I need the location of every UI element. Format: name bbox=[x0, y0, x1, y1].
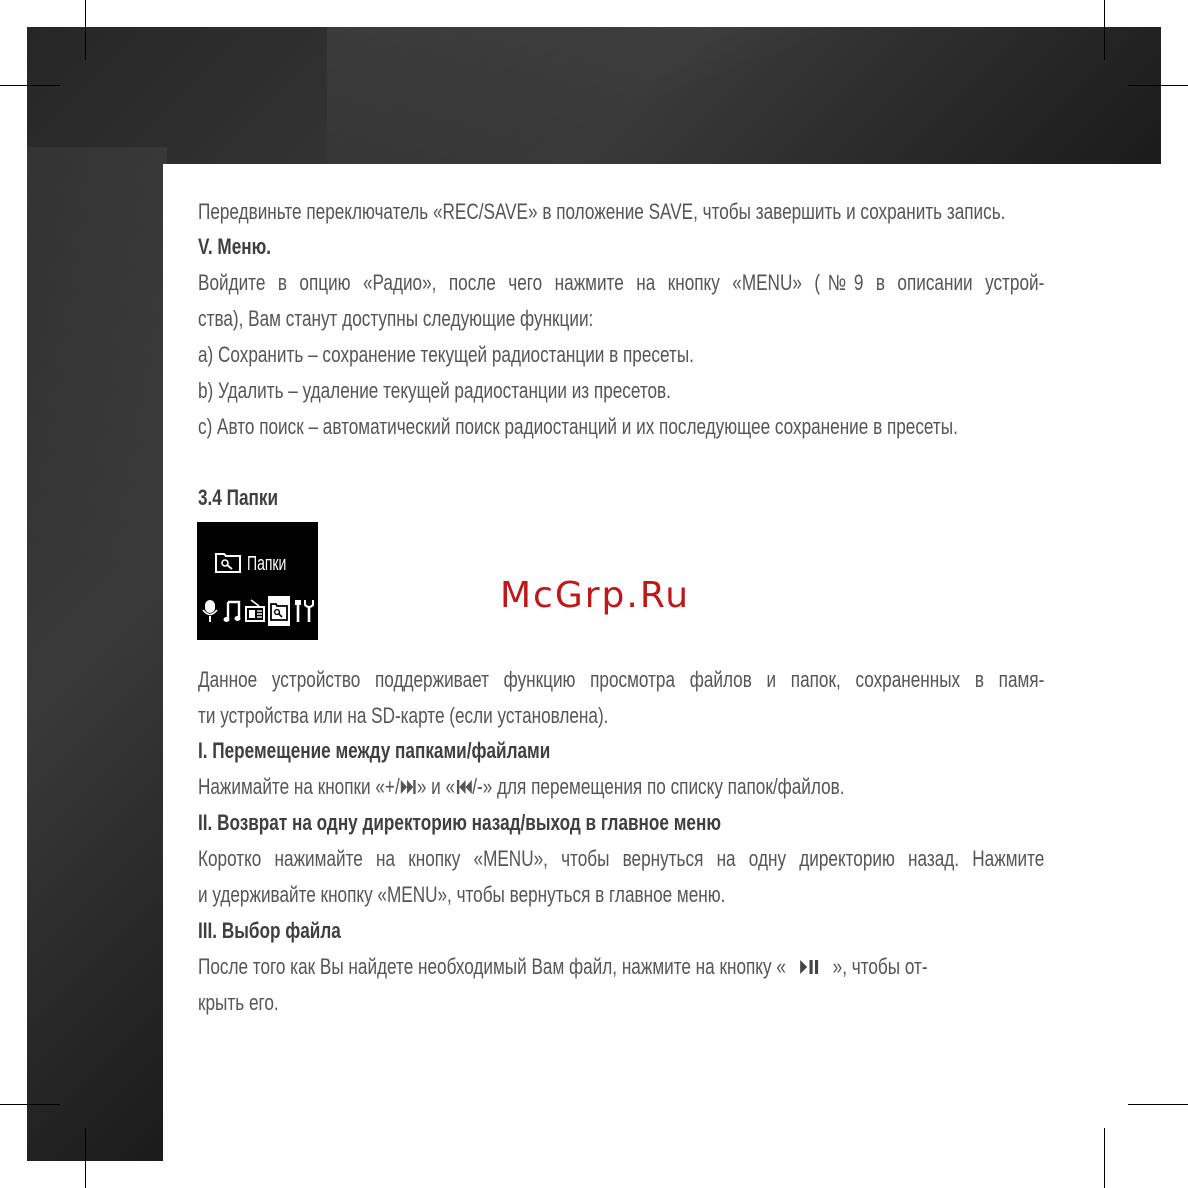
paragraph-line: ства), Вам станут доступны следующие функции: bbox=[198, 306, 594, 331]
screen-label: Папки bbox=[247, 553, 287, 575]
screen-title-area bbox=[197, 522, 318, 589]
music-note-icon bbox=[223, 599, 241, 628]
radio-icon bbox=[245, 599, 265, 628]
paragraph-line: Войдите в опцию «Радио», после чего нажмите на кнопку «MENU» (№9 в описании устрой- bbox=[198, 270, 1045, 295]
paragraph-line: ти устройства или на SD-карте (если установлена). bbox=[198, 703, 609, 728]
frame-shading bbox=[27, 147, 167, 747]
paragraph-line: Передвиньте переключатель «REC/SAVE» в положение SAVE, чтобы завершить и сохранить запись. bbox=[198, 199, 1006, 224]
crop-mark bbox=[85, 0, 86, 60]
paragraph-line: и удерживайте кнопку «MENU», чтобы вернуться в главное меню. bbox=[198, 882, 726, 907]
play-pause-icon bbox=[798, 956, 820, 982]
crop-mark bbox=[85, 1128, 86, 1188]
text-fragment: После того как Вы найдете необходимый Вам файл, нажмите на кнопку « bbox=[198, 954, 786, 979]
screen-icon-bar bbox=[197, 594, 318, 640]
crop-mark bbox=[1104, 1128, 1105, 1188]
crop-mark bbox=[0, 85, 60, 86]
paragraph-line: Коротко нажимайте на кнопку «MENU», чтобы вернуться на одну директорию назад. Нажмите bbox=[198, 846, 1045, 871]
crop-mark bbox=[1128, 1104, 1188, 1105]
device-screen-illustration bbox=[197, 522, 318, 640]
crop-mark bbox=[1104, 0, 1105, 60]
paragraph-line: Данное устройство поддерживает функцию просмотра файлов и папок, сохраненных в памя- bbox=[198, 667, 1045, 692]
paragraph-line bbox=[198, 954, 928, 982]
text-fragment: » и « bbox=[416, 774, 456, 799]
list-item: a) Сохранить – сохранение текущей радиостанции в пресеты. bbox=[198, 342, 694, 367]
list-item: c) Авто поиск – автоматический поиск радиостанций и их последующее сохранение в пресеты. bbox=[198, 414, 958, 439]
text-fragment: », чтобы от- bbox=[832, 954, 928, 979]
subsection-heading: II. Возврат на одну директорию назад/выход в главное меню bbox=[198, 810, 721, 835]
list-item: b) Удалить – удаление текущей радиостанции из пресетов. bbox=[198, 378, 671, 403]
crop-mark bbox=[0, 1104, 60, 1105]
subsection-heading: III. Выбор файла bbox=[198, 918, 341, 943]
paragraph-line: крыть его. bbox=[198, 990, 279, 1015]
microphone-icon bbox=[202, 599, 218, 628]
paragraph-line bbox=[198, 774, 844, 802]
settings-tools-icon bbox=[293, 599, 315, 628]
frame-shading bbox=[327, 27, 847, 167]
subsection-heading: I. Перемещение между папками/файлами bbox=[198, 738, 551, 763]
text-fragment: /-» для перемещения по списку папок/файлов. bbox=[472, 774, 845, 799]
folder-search-icon-selected bbox=[268, 596, 290, 631]
text-fragment: Нажимайте на кнопки «+/ bbox=[198, 774, 400, 799]
crop-mark bbox=[1128, 85, 1188, 86]
folder-search-icon bbox=[215, 551, 241, 578]
section-heading: V. Меню. bbox=[198, 234, 272, 259]
chapter-heading: 3.4 Папки bbox=[198, 485, 279, 510]
previous-track-icon bbox=[455, 776, 472, 802]
next-track-icon bbox=[400, 776, 417, 802]
watermark: McGrp.Ru bbox=[500, 575, 691, 616]
